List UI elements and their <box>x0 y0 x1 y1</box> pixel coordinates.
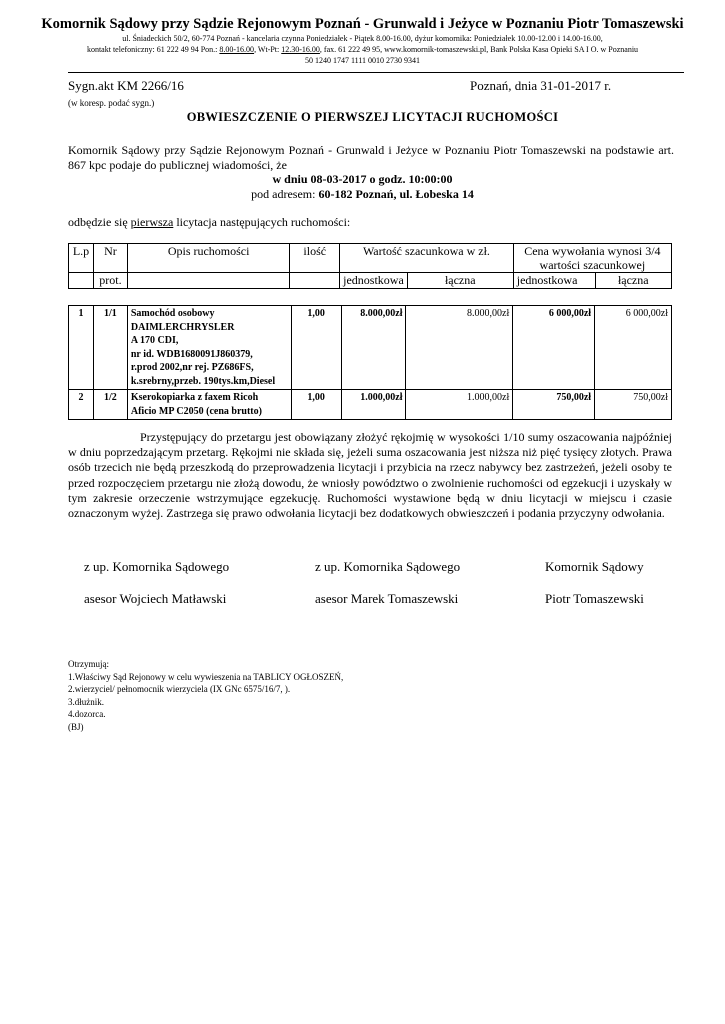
signature-role: Komornik Sądowy <box>545 559 644 574</box>
col-lp: L.p <box>69 244 94 273</box>
row-lp: 2 <box>69 390 94 420</box>
table-row <box>69 306 672 390</box>
table-row <box>69 390 672 420</box>
row-cena-jedn: 750,00zł <box>513 390 595 420</box>
row-wartosc-laczna: 1.000,00zł <box>406 390 513 420</box>
signature-name: asesor Wojciech Matławski <box>84 591 227 606</box>
col-prot: prot. <box>93 273 127 289</box>
list-item: 4.dozorca. <box>68 709 106 719</box>
row-opis: Kserokopiarka z faxem Ricoh Aficio MP C2050 (cena brutto) <box>127 390 291 420</box>
col-nr: Nr <box>93 244 127 273</box>
header-divider <box>68 72 684 73</box>
row-wartosc-jedn: 8.000,00zł <box>341 306 406 390</box>
correspondence-note: (w koresp. podać sygn.) <box>68 98 155 108</box>
row-opis: Samochód osobowy DAIMLERCHRYSLER A 170 CDI, nr id. WDB1680091J860379, r.prod 2002,nr rej. PZ686FS, k.srebrny,przeb. 190tys.km,Diesel <box>127 306 291 390</box>
col-wartosc-laczna: łączna <box>407 273 513 289</box>
col-cena-laczna: łączna <box>595 273 671 289</box>
office-contact-line: kontakt telefoniczny: 61 222 49 94 Pon.: 8.00-16.00, Wt-Pt: 12.30-16.00, fax. 61 222 49 95, www.komornik-tomaszewski.pl, Bank Polska Kasa Opieki SA I O. w Poznaniu <box>86 45 639 54</box>
col-wartosc-jedn: jednostkowa <box>340 273 408 289</box>
row-nr: 1/2 <box>93 390 127 420</box>
row-cena-laczna: 750,00zł <box>595 390 672 420</box>
recipients-list <box>68 658 343 733</box>
signature-role: z up. Komornika Sądowego <box>315 559 461 574</box>
row-lp: 1 <box>69 306 94 390</box>
list-item: 3.dłużnik. <box>68 696 104 707</box>
auction-datetime: w dniu 08-03-2017 o godz. 10:00:00 <box>272 172 453 186</box>
office-address-line: ul. Śniadeckich 50/2, 60-774 Poznań - kancelaria czynna Poniedziałek - Piątek 8.00-16.00, dyżur komornika: Poniedziałek 10.00-12.00 i 14.00-16.00, <box>122 34 603 43</box>
signature-role: z up. Komornika Sądowego <box>84 559 230 574</box>
col-ilosc-sub <box>290 273 340 289</box>
case-signature: Sygn.akt KM 2266/16 <box>68 78 184 93</box>
document-title: OBWIESZCZENIE O PIERWSZEJ LICYTACJI RUCHOMOŚCI <box>186 110 559 124</box>
col-cena: Cena wywołania wynosi 3/4 wartości szacunkowej <box>513 244 671 273</box>
auction-announcement: odbędzie się pierwsza licytacja następujących ruchomości: <box>68 215 351 229</box>
row-nr: 1/1 <box>93 306 127 390</box>
bank-account-line: 50 1240 1747 1111 0010 2730 9341 <box>304 56 421 65</box>
signature-name: asesor Marek Tomaszewski <box>315 591 459 606</box>
list-item: (BJ) <box>68 721 84 732</box>
row-cena-jedn: 6 000,00zł <box>513 306 595 390</box>
row-cena-laczna: 6 000,00zł <box>595 306 672 390</box>
recipients-title: Otrzymują: <box>68 659 109 669</box>
col-lp-sub <box>69 273 94 289</box>
intro-text: Komornik Sądowy przy Sądzie Rejonowym Poznań - Grunwald i Jeżyce w Poznaniu Piotr Tomaszewski na podstawie art. 867 kpc podaje do publicznej wiadomości, że <box>68 143 674 172</box>
document-date: Poznań, dnia 31-01-2017 r. <box>470 78 612 93</box>
col-opis: Opis ruchomości <box>127 244 290 273</box>
row-wartosc-jedn: 1.000,00zł <box>341 390 406 420</box>
signature-name: Piotr Tomaszewski <box>545 591 644 606</box>
col-ilosc: ilość <box>290 244 340 273</box>
row-ilosc: 1,00 <box>291 306 341 390</box>
bailiff-office-title: Komornik Sądowy przy Sądzie Rejonowym Poznań - Grunwald i Jeżyce w Poznaniu Piotr Tomaszewski <box>41 16 684 32</box>
items-table-header <box>68 243 672 289</box>
col-cena-jedn: jednostkowa <box>513 273 595 289</box>
row-ilosc: 1,00 <box>291 390 341 420</box>
list-item: 2.wierzyciel/ pełnomocnik wierzyciela (IX GNc 6575/16/7, ). <box>68 684 291 694</box>
col-opis-sub <box>127 273 290 289</box>
auction-address: pod adresem: 60-182 Poznań, ul. Łobeska 14 <box>251 187 474 201</box>
items-table <box>68 305 672 420</box>
list-item: 1.Właściwy Sąd Rejonowy w celu wywieszenia na TABLICY OGŁOSZEŃ, <box>68 671 344 682</box>
col-wartosc: Wartość szacunkowa w zł. <box>340 244 514 273</box>
conditions-paragraph: Przystępujący do przetargu jest obowiązany złożyć rękojmię w wysokości 1/10 sumy oszacowania najpóźniej w dniu poprzedzającym przetarg. Rękojmi nie składa się, jeżeli suma oszacowania jest niższa niż pięć tysięcy złotych. Prawa osób trzecich nie będą przeszkodą do przeprowadzenia licytacji i przybicia na rzecz nabywcy bez zastrzeżeń, jeżeli osoby te przed rozpoczęciem przetargu nie złożą dowodu, że wniosły powództwo o zwolnienie ruchomości od egzekucji i uzyskały w tym zakresie orzeczenie wstrzymujące egzekucję. Ruchomości wystawione będą w dniu licytacji w miejscu i czasie oznaczonym wyżej. Zastrzega się prawo odwołania licytacji bez dodatkowych obwieszczeń i podania przyczyny odwołania. <box>68 430 672 521</box>
row-wartosc-laczna: 8.000,00zł <box>406 306 513 390</box>
